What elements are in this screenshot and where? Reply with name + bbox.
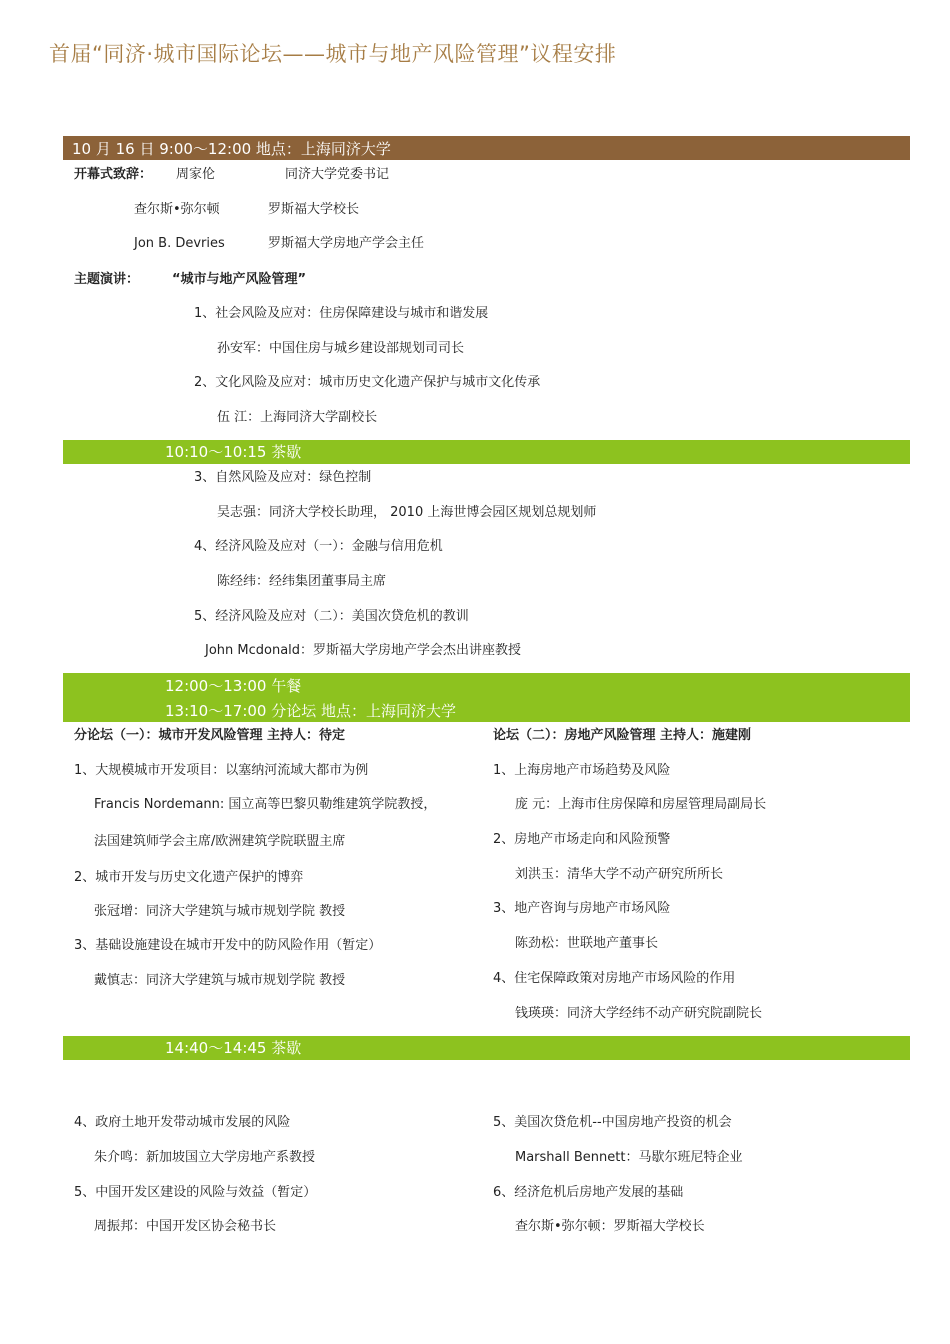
forum1-topic: 1、大规模城市开发项目：以塞纳河流域大都市为例 (74, 763, 369, 778)
forum1-speaker: Francis Nordemann: 国立高等巴黎贝勒维建筑学院教授， (94, 797, 437, 812)
keynote-speaker: 伍 江：上海同济大学副校长 (217, 410, 378, 425)
keynote-topic: 3、自然风险及应对：绿色控制 (194, 470, 372, 485)
forum2-speaker: 陈劲松：世联地产董事长 (515, 936, 659, 951)
forum2-speaker: 庞 元：上海市住房保障和房屋管理局副局长 (515, 797, 767, 812)
lunch-text: 12:00～13:00 午餐 (165, 677, 302, 695)
forum1-topic: 5、中国开发区建设的风险与效益（暂定） (74, 1185, 317, 1200)
forum2-topic: 6、经济危机后房地产发展的基础 (493, 1185, 684, 1200)
forum2-topic: 5、美国次贷危机--中国房地产投资的机会 (493, 1115, 732, 1130)
forum2-speaker: Marshall Bennett：马歇尔班尼特企业 (515, 1150, 743, 1165)
forum2-speaker: 钱瑛瑛：同济大学经纬不动产研究院副院长 (515, 1006, 763, 1021)
forum2-speaker: 刘洪玉：清华大学不动产研究所所长 (515, 867, 724, 882)
page-title: 首届“同济·城市国际论坛——城市与地产风险管理”议程安排 (49, 42, 617, 66)
opening-speaker-role: 罗斯福大学房地产学会主任 (268, 236, 425, 251)
keynote-speaker: 孙安军：中国住房与城乡建设部规划司司长 (217, 341, 465, 356)
keynote-topic: 2、文化风险及应对：城市历史文化遗产保护与城市文化传承 (194, 375, 541, 390)
forum2-speaker: 查尔斯•弥尔顿：罗斯福大学校长 (515, 1219, 705, 1234)
forum1-speaker: 朱介鸣：新加坡国立大学房地产系教授 (94, 1150, 316, 1165)
forum1-speaker: 戴慎志：同济大学建筑与城市规划学院 教授 (94, 973, 346, 988)
forum1-speaker: 法国建筑师学会主席/欧洲建筑学院联盟主席 (94, 834, 346, 849)
forum1-speaker: 周振邦：中国开发区协会秘书长 (94, 1219, 277, 1234)
keynote-speaker: 吴志强：同济大学校长助理， 2010 上海世博会园区规划总规划师 (217, 505, 597, 520)
opening-speaker-role: 罗斯福大学校长 (268, 202, 360, 217)
forum2-topic: 2、房地产市场走向和风险预警 (493, 832, 671, 847)
morning-header-bar (63, 136, 910, 160)
keynote-label: 主题演讲： (74, 272, 140, 287)
opening-speaker-name: 周家伦 (176, 167, 216, 182)
tea-break-text: 14:40～14:45 茶歇 (165, 1039, 302, 1057)
keynote-speaker: John Mcdonald：罗斯福大学房地产学会杰出讲座教授 (205, 643, 522, 658)
lunch-afternoon-bar (63, 673, 910, 722)
forum1-topic: 2、城市开发与历史文化遗产保护的博弈 (74, 870, 304, 885)
forum2-topic: 1、上海房地产市场趋势及风险 (493, 763, 671, 778)
forum2-topic: 4、住宅保障政策对房地产市场风险的作用 (493, 971, 736, 986)
afternoon-text: 13:10～17:00 分论坛 地点：上海同济大学 (165, 702, 456, 720)
morning-header-text: 10 月 16 日 9:00～12:00 地点：上海同济大学 (72, 140, 391, 158)
keynote-speaker: 陈经纬：经纬集团董事局主席 (217, 574, 387, 589)
opening-speaker-name: Jon B. Devries (134, 236, 225, 251)
forum2-header: 论坛（二）：房地产风险管理 主持人：施建刚 (493, 728, 752, 743)
tea-break-bar (63, 440, 910, 464)
forum2-topic: 3、地产咨询与房地产市场风险 (493, 901, 671, 916)
opening-speaker-name: 查尔斯•弥尔顿 (134, 202, 220, 217)
forum1-speaker: 张冠增：同济大学建筑与城市规划学院 教授 (94, 904, 346, 919)
tea-break-bar (63, 1036, 910, 1060)
forum1-header: 分论坛（一）：城市开发风险管理 主持人：待定 (74, 728, 346, 743)
keynote-theme: “城市与地产风险管理” (172, 272, 307, 287)
keynote-topic: 4、经济风险及应对（一）：金融与信用危机 (194, 539, 443, 554)
tea-break-text: 10:10～10:15 茶歇 (165, 443, 302, 461)
forum1-topic: 4、政府土地开发带动城市发展的风险 (74, 1115, 291, 1130)
keynote-topic: 5、经济风险及应对（二）：美国次贷危机的教训 (194, 609, 469, 624)
forum1-topic: 3、基础设施建设在城市开发中的防风险作用（暂定） (74, 938, 382, 953)
opening-speaker-role: 同济大学党委书记 (285, 167, 390, 182)
opening-label: 开幕式致辞： (74, 167, 153, 182)
keynote-topic: 1、社会风险及应对：住房保障建设与城市和谐发展 (194, 306, 489, 321)
